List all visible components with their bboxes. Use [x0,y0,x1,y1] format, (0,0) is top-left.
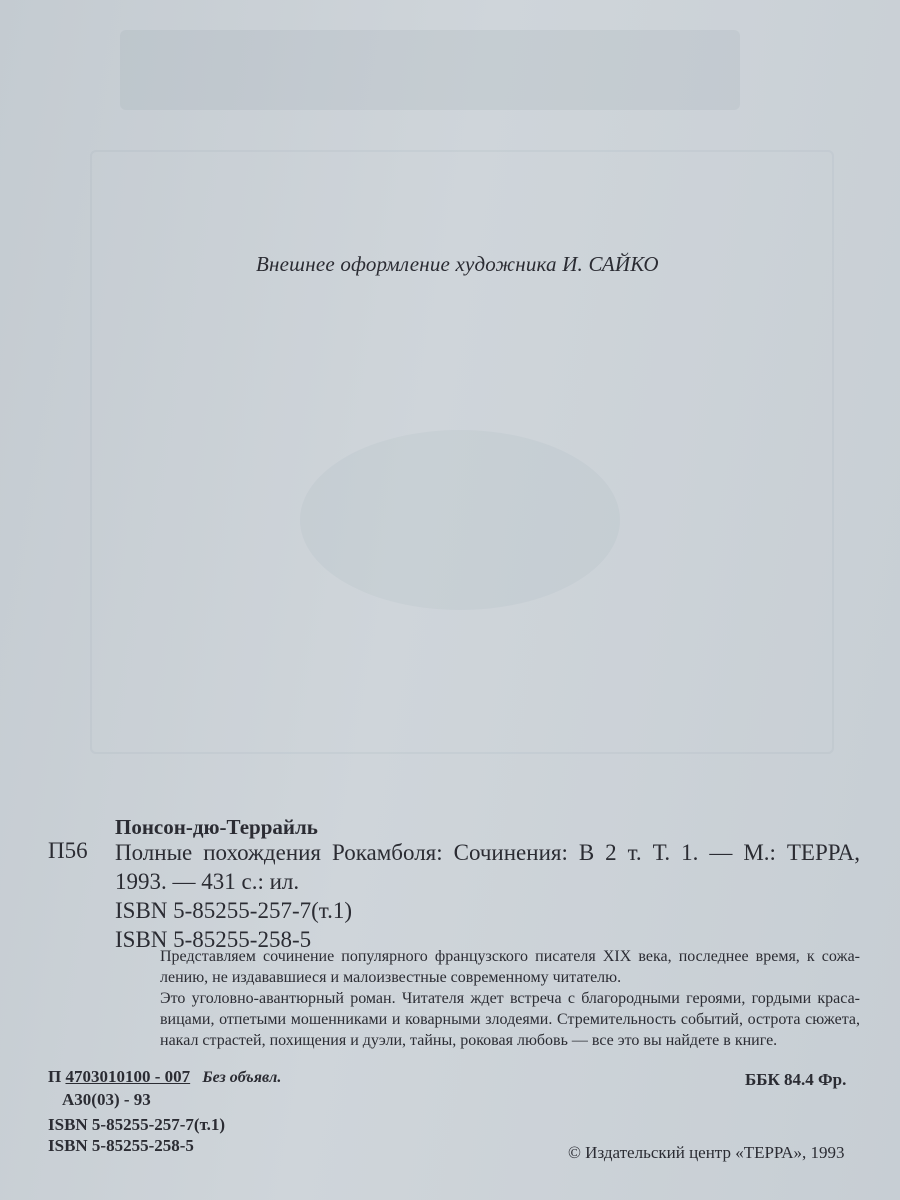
catalog-entry [115,838,860,954]
show-through-emblem [300,430,620,610]
catalog-isbn-2: ISBN 5-85255-258-5 [115,927,312,952]
show-through-frame [90,150,834,754]
catalog-author: Понсон-дю-Террайль [115,815,318,839]
imprint-isbn-1: ISBN 5-85255-257-7(т.1) [48,1115,226,1134]
annotation-line: лению, не издававшиеся и малоизвестные современному читателю. [160,969,622,986]
no-ads-note: Без объявл. [202,1069,282,1086]
index-line-2: А30(03) - 93 [62,1090,151,1109]
annotation-line: вицами, отпетыми мошенниками и коварными злодеями. Стремительность событий, острота сюжета, [160,1011,860,1028]
annotation-line: Это уголовно-авантюрный роман. Читателя ждет встреча с благородными героями, гордыми краса- [160,990,860,1007]
publication-index [48,1066,281,1111]
bbk-code: ББК 84.4 Фр. [745,1070,847,1089]
index-prefix: П [48,1067,62,1086]
imprint-isbn [48,1114,225,1156]
catalog-code: П56 [48,838,88,863]
bib-line-2: 1993. — 431 с.: ил. [115,869,300,894]
imprint-isbn-2: ISBN 5-85255-258-5 [48,1136,194,1155]
annotation-line: накал страстей, похищения и дуэли, тайны, роковая любовь — все это вы найдете в книге. [160,1032,778,1049]
copyright-notice: © Издательский центр «ТЕРРА», 1993 [568,1143,845,1162]
designer-credit: Внешнее оформление художника И. САЙКО [256,252,659,276]
annotation-line: Представляем сочинение популярного французского писателя XIX века, последнее время, к сожа- [160,948,860,965]
catalog-isbn-1: ISBN 5-85255-257-7(т.1) [115,898,353,923]
index-number: 4703010100 - 007 [65,1067,191,1086]
show-through-artwork [120,30,740,110]
bib-line-1: Полные похождения Рокамболя: Сочинения: В 2 т. Т. 1. — М.: ТЕРРА, [115,840,860,865]
annotation [160,946,860,1051]
